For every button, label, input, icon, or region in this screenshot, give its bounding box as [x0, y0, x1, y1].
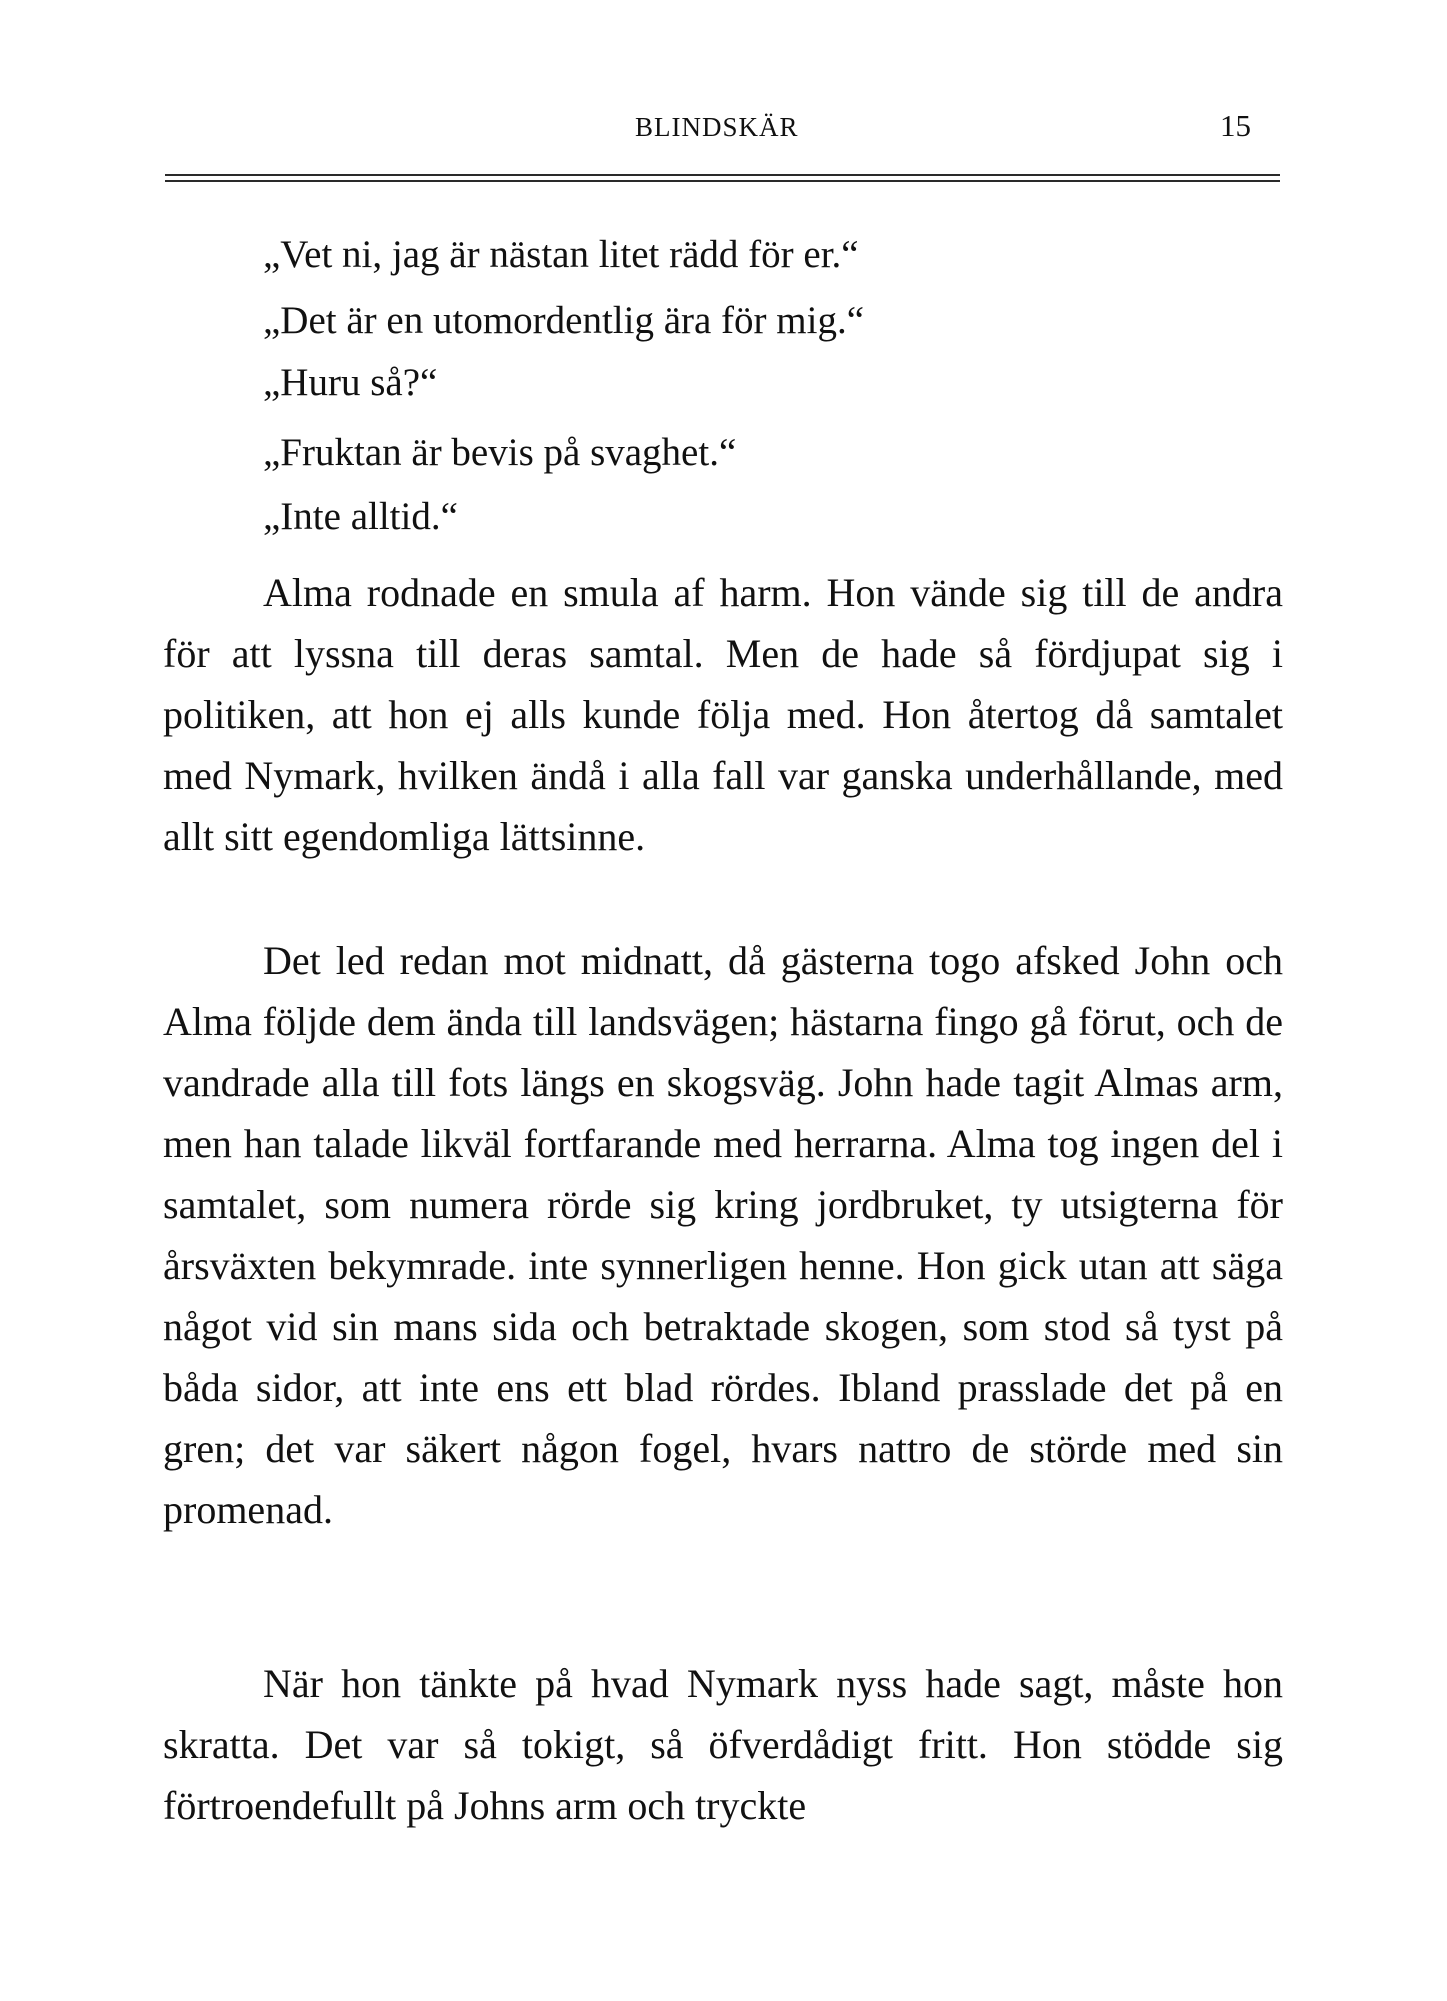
- dialogue-line: „Vet ni, jag är nästan litet rädd för er.“: [263, 233, 859, 276]
- header-rule-bottom: [165, 180, 1280, 182]
- dialogue-line: „Fruktan är bevis på svaghet.“: [263, 431, 737, 474]
- header-rule-top: [165, 174, 1280, 176]
- dialogue-line: „Det är en utomordentlig ära för mig.“: [263, 299, 865, 342]
- body-paragraph: Alma rodnade en smula af harm. Hon vände sig till de andra för att lyssna till deras samtal. Men de hade så fördjupat sig i politiken, att hon ej alls kunde följa med. Hon återtog då samtalet med Nymark, hvilken ändå i alla fall var ganska underhållande, med allt sitt egendomliga lättsinne.: [163, 570, 1283, 859]
- page-number: 15: [1220, 108, 1251, 143]
- body-paragraph: Det led redan mot midnatt, då gästerna togo afsked John och Alma följde dem ända till landsvägen; hästarna fingo gå förut, och de vandrade alla till fots längs en skogsväg. John hade tagit Almas arm, men han talade likväl fortfarande med herrarna. Alma tog ingen del i samtalet, som numera rörde sig kring jordbruket, ty utsigterna för årsväxten bekymrade. inte synnerligen henne. Hon gick utan att säga något vid sin mans sida och betraktade skogen, som stod så tyst på båda sidor, att inte ens ett blad rördes. Ibland prasslade det på en gren; det var säkert någon fogel, hvars nattro de störde med sin promenad.: [163, 938, 1283, 1532]
- dialogue-line: „Huru så?“: [263, 361, 438, 404]
- body-paragraph: När hon tänkte på hvad Nymark nyss hade sagt, måste hon skratta. Det var så tokigt, så öfverdådigt fritt. Hon stödde sig förtroendefullt på Johns arm och tryckte: [163, 1661, 1283, 1828]
- running-title: BLINDSKÄR: [635, 112, 799, 142]
- dialogue-line: „Inte alltid.“: [263, 495, 458, 538]
